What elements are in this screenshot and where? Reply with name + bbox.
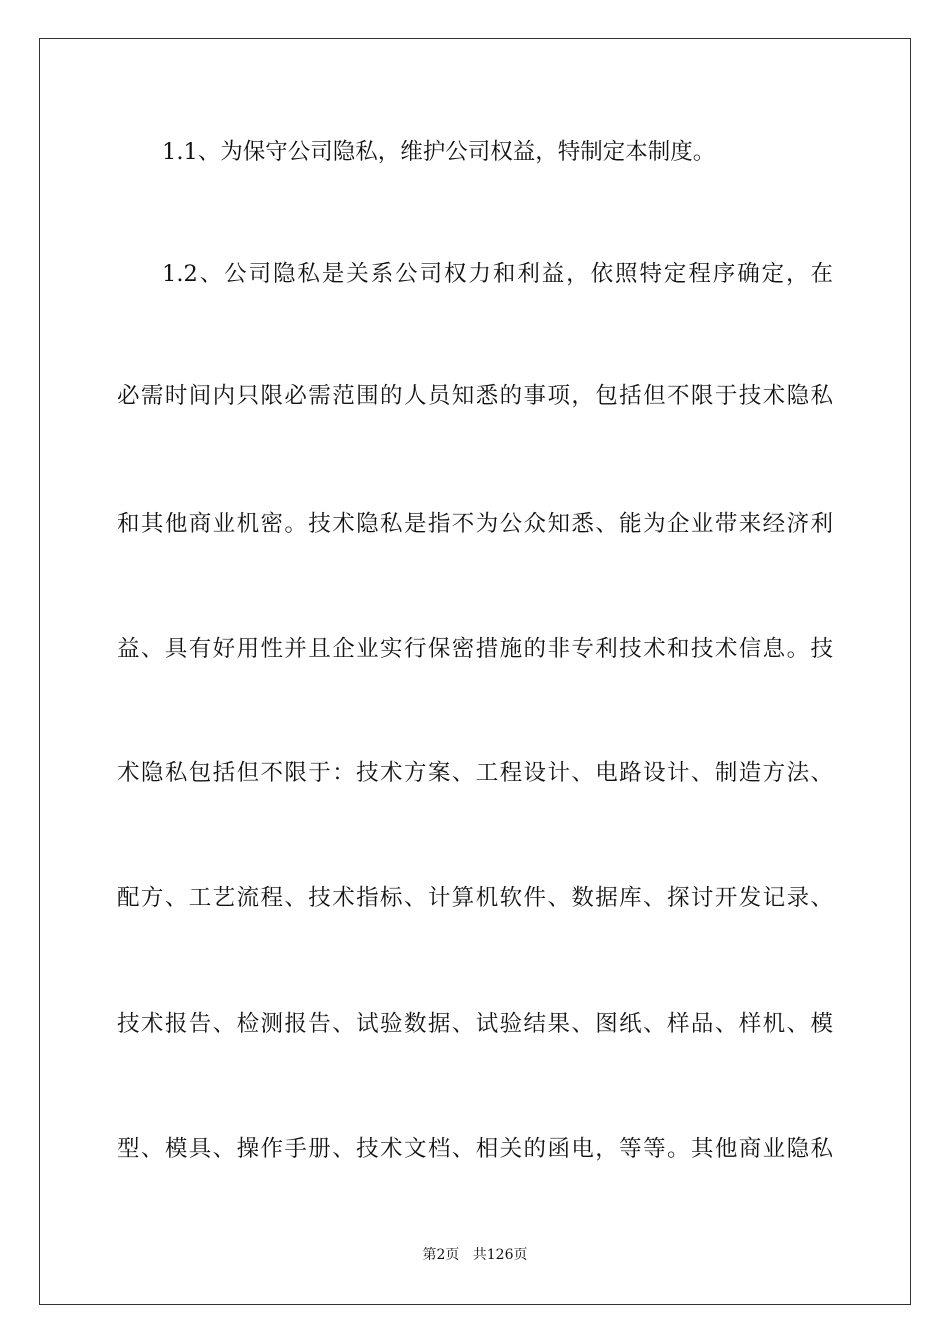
page-footer (0, 1246, 950, 1264)
paragraph-line-7: 配方、工艺流程、技术指标、计算机软件、数据库、探讨开发记录、 (117, 885, 833, 911)
paragraph-line-1: 1.1、为保守公司隐私，维护公司权益，特制定本制度。 (162, 139, 716, 165)
paragraph-line-5: 益、具有好用性并且企业实行保密措施的非专利技术和技术信息。技 (117, 636, 833, 662)
paragraph-line-9: 型、模具、操作手册、技术文档、相关的函电，等等。其他商业隐私 (117, 1136, 833, 1162)
page-frame (39, 38, 911, 1305)
page-total: 共126页 (472, 1247, 528, 1263)
page-number: 第2页 (422, 1247, 460, 1263)
paragraph-line-8: 技术报告、检测报告、试验数据、试验结果、图纸、样品、样机、模 (117, 1011, 833, 1037)
paragraph-line-6: 术隐私包括但不限于：技术方案、工程设计、电路设计、制造方法、 (117, 760, 833, 786)
paragraph-line-4: 和其他商业机密。技术隐私是指不为公众知悉、能为企业带来经济利 (117, 511, 833, 537)
paragraph-line-3: 必需时间内只限必需范围的人员知悉的事项，包括但不限于技术隐私 (117, 383, 833, 409)
paragraph-line-2: 1.2、公司隐私是关系公司权力和利益，依照特定程序确定，在 (162, 261, 833, 287)
